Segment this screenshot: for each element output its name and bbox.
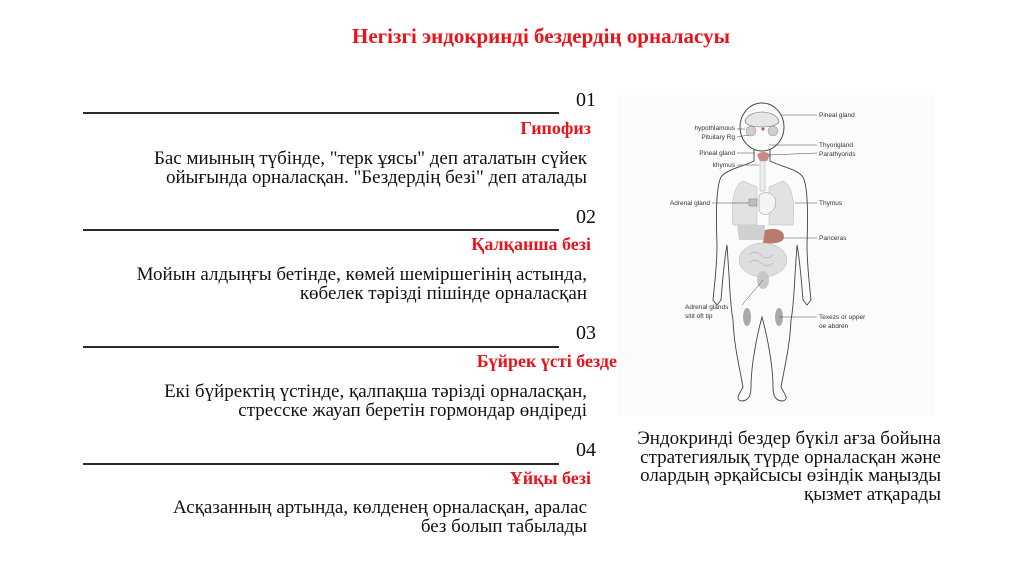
item-number: 02 [576, 206, 596, 228]
human-body-illustration [617, 95, 935, 415]
svg-text:hypothlamous: hypothlamous [694, 125, 735, 132]
diagram-caption: Эндокринді бездер бүкіл ағза бойына стратегиялық түрде орналасқан және олардың әрқайсысы өзіндік маңызды қызмет атқарады [637, 428, 941, 505]
gland-description: Асқазанның артында, көлденең орналасқан, аралас без болып табылады [173, 497, 587, 537]
gland-name: Бүйрек үсті безде [476, 351, 617, 371]
svg-text:Thyorigland: Thyorigland [819, 142, 853, 149]
item-number: 04 [576, 439, 596, 461]
endocrine-anatomy-diagram [617, 95, 935, 415]
svg-text:oe abdren: oe abdren [819, 323, 849, 330]
svg-text:khymus: khymus [712, 162, 735, 169]
divider-line [83, 346, 559, 348]
gland-description: Екі бүйректің үстінде, қалпақша тәрізді орналасқан, стресске жауап беретін гормондар өндіреді [164, 381, 587, 421]
gland-description: Мойын алдыңғы бетінде, көмей шеміршегінің астында, көбелек тәрізді пішінде орналасқан [136, 264, 587, 304]
divider-line [83, 463, 559, 465]
gland-description: Бас миының түбінде, "терк ұясы" деп аталатын сүйек ойығында орналасқан. "Бездердің безі" деп аталады [153, 148, 587, 188]
svg-text:Pineal gland: Pineal gland [699, 150, 735, 157]
svg-text:Panceras: Panceras [819, 235, 847, 242]
slide-title: Негізгі эндокринді бездердің орналасуы [351, 24, 730, 48]
gland-name: Ұйқы безі [509, 468, 591, 488]
svg-text:Adrenal glands: Adrenal glands [685, 304, 729, 311]
svg-text:sitit oft tip: sitit oft tip [685, 313, 713, 320]
svg-text:Pituitary Rg: Pituitary Rg [701, 134, 735, 141]
svg-text:Thymus: Thymus [819, 200, 843, 207]
divider-line [83, 112, 559, 114]
label-pineal-gland: Pineal gland [819, 112, 855, 119]
item-number: 01 [576, 89, 596, 111]
svg-text:Texezs or upper: Texezs or upper [819, 314, 866, 321]
gland-name: Гипофиз [520, 118, 591, 138]
gland-name: Қалқанша безі [471, 234, 591, 254]
item-number: 03 [576, 322, 596, 344]
svg-text:Adrenal gland: Adrenal gland [669, 200, 710, 207]
divider-line [83, 229, 559, 231]
svg-text:Parathyorids: Parathyorids [819, 151, 856, 158]
